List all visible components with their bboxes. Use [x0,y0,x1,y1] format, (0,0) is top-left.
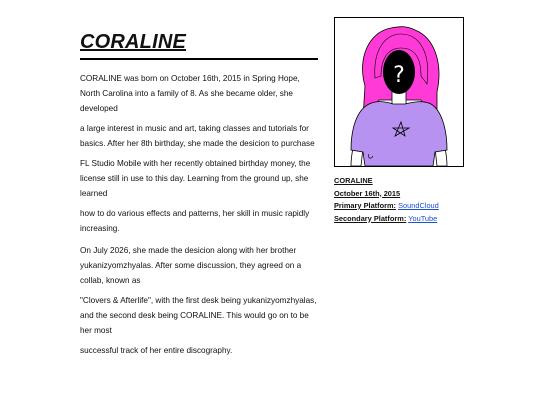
profile-sidebar [334,17,464,225]
paragraph: "Clovers & Afterlife", with the first desk being yukanizyomzhyalas, and the second desk being CORALINE. This would go on to be her most [80,296,317,335]
profile-info [334,175,464,225]
page-title: CORALINE [80,31,187,53]
paragraph: On July 2026, she made the desicion along with her brother yukanizyomzhyalas. After some discussion, they agreed on a collab, known as [80,246,302,285]
title-divider [80,58,318,60]
paragraph: CORALINE was born on October 16th, 2015 in Spring Hope, North Carolina into a family of 8. As she became older, she developed [80,74,300,113]
youtube-link[interactable]: YouTube [408,213,438,223]
paragraph: successful track of her entire discography. [80,346,233,355]
profile-name: CORALINE [334,176,373,185]
secondary-platform-label: Secondary Platform: [334,213,407,223]
paragraph: FL Studio Mobile with her recently obtained birthday money, the license still in use to this day. Learning from the ground up, she learned [80,159,311,198]
paragraph: a large interest in music and art, taking classes and tutorials for basics. After her 8th birthday, she made the desicion to purchase [80,124,315,148]
profile-birthdate: October 16th, 2015 [334,188,401,198]
main-content [80,30,318,358]
soundcloud-link[interactable]: SoundCloud [398,201,439,210]
paragraph: how to do various effects and patterns, her skill in music rapidly increasing. [80,209,310,233]
primary-platform-label: Primary Platform: [334,201,397,210]
portrait-image [334,17,464,167]
svg-text:?: ? [393,63,405,88]
